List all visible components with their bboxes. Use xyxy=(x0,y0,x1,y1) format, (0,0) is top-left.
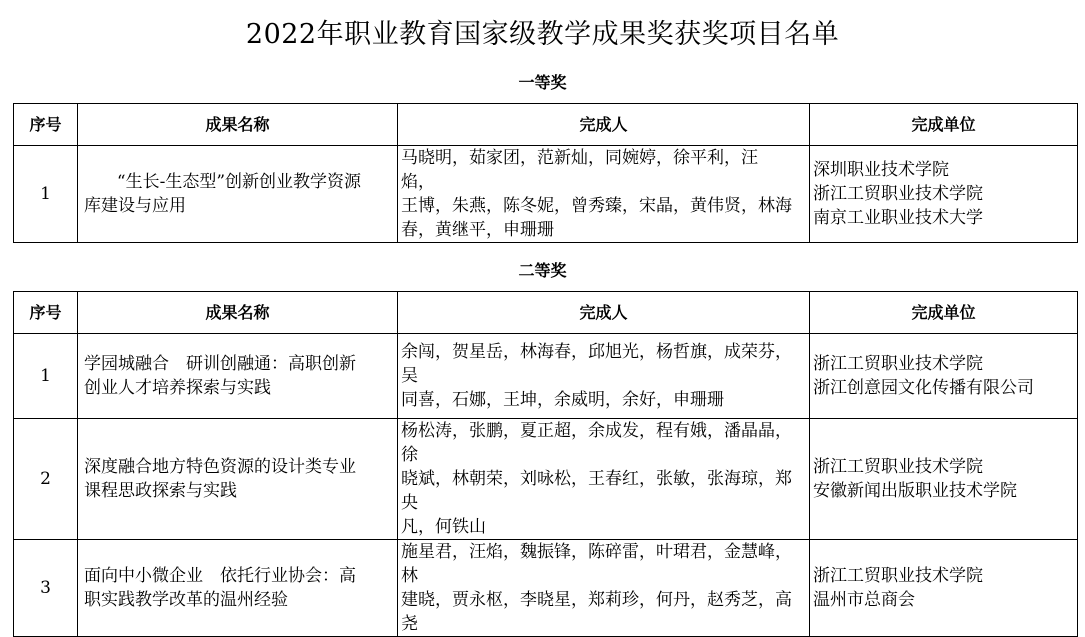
text-line: 杨松涛，张鹏，夏正超，余成发，程有娥，潘晶晶，徐 xyxy=(401,421,792,465)
units xyxy=(810,540,1078,637)
table-header-row xyxy=(14,104,1078,146)
text-line: 浙江工贸职业技术学院 xyxy=(813,354,983,374)
text-line: 余闯，贺星岳，林海春，邱旭光，杨哲旗，成荣芬，吴 xyxy=(401,342,792,386)
text-line: 施星君，汪焰，魏振锋，陈碎雷，叶珺君，金慧峰，林 xyxy=(401,542,792,586)
text-line: 建晓，贾永枢，李晓星，郑莉珍，何丹，赵秀芝，高尧 xyxy=(401,590,792,634)
row-number: 3 xyxy=(14,540,78,637)
completers xyxy=(398,146,810,243)
text-line: 学园城融合 研训创融通：高职创新 xyxy=(84,354,356,374)
table-row xyxy=(14,334,1078,419)
achievement-name xyxy=(78,540,398,637)
table-row xyxy=(14,419,1078,540)
text-line: 浙江工贸职业技术学院 xyxy=(813,457,983,477)
text-line: “生长-生态型”创新创业教学资源 xyxy=(116,172,362,192)
achievement-name xyxy=(78,419,398,540)
units xyxy=(810,334,1078,419)
text-line: 凡，何铁山 xyxy=(401,517,486,537)
first-prize-heading: 一等奖 xyxy=(518,73,567,92)
header-number: 序号 xyxy=(14,104,78,146)
text-line: 温州市总商会 xyxy=(813,590,915,610)
units xyxy=(810,419,1078,540)
header-achievement-name: 成果名称 xyxy=(78,104,398,146)
header-units: 完成单位 xyxy=(810,292,1078,334)
header-number: 序号 xyxy=(14,292,78,334)
text-line: 浙江工贸职业技术学院 xyxy=(813,184,983,204)
row-number: 1 xyxy=(14,334,78,419)
row-number: 1 xyxy=(14,146,78,243)
text-line: 王博，朱燕，陈冬妮，曾秀臻，宋晶，黄伟贤，林海 xyxy=(401,196,792,216)
units xyxy=(810,146,1078,243)
text-line: 面向中小微企业 依托行业协会：高 xyxy=(84,566,356,586)
second-prize-table xyxy=(13,291,1078,637)
header-units: 完成单位 xyxy=(810,104,1078,146)
completers xyxy=(398,334,810,419)
table-row xyxy=(14,540,1078,637)
text-line: 课程思政探索与实践 xyxy=(84,481,237,501)
first-prize-table xyxy=(13,103,1078,243)
completers xyxy=(398,419,810,540)
text-line: 春，黄继平，申珊珊 xyxy=(401,220,554,240)
text-line: 晓斌，林朝荣，刘咏松，王春红，张敏，张海琼，郑央 xyxy=(401,469,792,513)
text-line: 职实践教学改革的温州经验 xyxy=(84,590,288,610)
achievement-name xyxy=(78,146,398,243)
text-line: 同喜，石娜，王坤，余威明，余好，申珊珊 xyxy=(401,390,724,410)
header-completers: 完成人 xyxy=(398,104,810,146)
text-line: 创业人才培养探索与实践 xyxy=(84,378,271,398)
completers xyxy=(398,540,810,637)
second-prize-heading: 二等奖 xyxy=(518,261,567,280)
text-line: 安徽新闻出版职业技术学院 xyxy=(813,481,1017,501)
row-number: 2 xyxy=(14,419,78,540)
table-header-row xyxy=(14,292,1078,334)
text-line: 马晓明，茹家团，范新灿，同婉婷，徐平利，汪 焰， xyxy=(401,148,775,192)
text-line: 深圳职业技术学院 xyxy=(813,160,949,180)
text-line: 深度融合地方特色资源的设计类专业 xyxy=(84,457,356,477)
page-title: 2022年职业教育国家级教学成果奖获奖项目名单 xyxy=(245,19,840,50)
text-line: 南京工业职业技术大学 xyxy=(813,208,983,228)
text-line: 浙江工贸职业技术学院 xyxy=(813,566,983,586)
header-achievement-name: 成果名称 xyxy=(78,292,398,334)
achievement-name xyxy=(78,334,398,419)
table-row xyxy=(14,146,1078,243)
text-line: 库建设与应用 xyxy=(84,196,186,216)
header-completers: 完成人 xyxy=(398,292,810,334)
text-line: 浙江创意园文化传播有限公司 xyxy=(813,378,1034,398)
